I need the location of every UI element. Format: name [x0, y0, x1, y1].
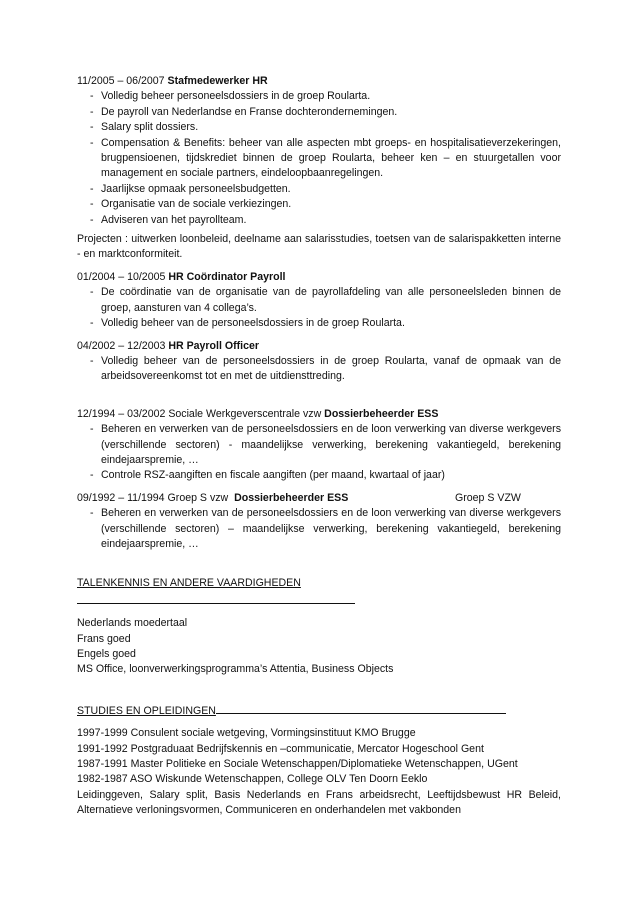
document-content: [77, 74, 561, 819]
list-item: - Volledig beheer van de personeelsdossiers in de groep Roularta, vanaf de opmaak van de arbeidsovereenkomst tot en met de uitdiensttreding.: [77, 354, 561, 385]
list-item: Frans goed: [77, 632, 131, 645]
list-item: - Beheren en verwerken van de personeelsdossiers en de loon verwerking van diverse werkgevers (verschillende sectoren) - maandelijkse verwerking, berekening vakantiegeld, berekening eindejaarspremie, …: [77, 422, 561, 468]
list-item: - Compensation & Benefits: beheer van alle aspecten mbt groeps- en hospitalisatieverzekeringen, brugpensioenen, tijdskrediet binnen de groep Roularta, beheer ken – en stuurgetallen voor management en sociale partners, eindeloopbaanregelingen.: [77, 136, 561, 182]
list-item: - Organisatie van de sociale verkiezingen.: [77, 197, 561, 212]
list-item: - Adviseren van het payrollteam.: [77, 213, 561, 228]
job-employer: Groep S vzw: [167, 491, 229, 504]
list-item: 1991-1992 Postgraduaat Bedrijfskennis en –communicatie, Mercator Hogeschool Gent: [77, 742, 484, 755]
list-item: - Controle RSZ-aangiften en fiscale aangiften (per maand, kwartaal of jaar): [77, 468, 561, 483]
job-heading: [77, 491, 561, 506]
job-title: Dossierbeheerder ESS: [324, 407, 439, 420]
job-period: 09/1992 – 11/1994: [77, 491, 165, 504]
projects-text: Projecten : uitwerken loonbeleid, deelname aan salarisstudies, toetsen van de salarispakketten interne - en marktconformiteit.: [77, 233, 561, 261]
job-bullets: [77, 285, 561, 331]
job-employer: Sociale Werkgeverscentrale vzw: [168, 407, 322, 420]
job-heading: [77, 339, 561, 354]
section-heading-languages: [77, 576, 561, 609]
list-item: - De coördinatie van de organisatie van de payrollafdeling van alle personeelsleden binnen de groep, aansturen van 4 collega’s.: [77, 285, 561, 316]
job-heading: [77, 407, 561, 422]
job-right-label: Groep S VZW: [455, 491, 521, 504]
job-bullets: [77, 89, 561, 228]
heading-underline-rule: [77, 592, 355, 604]
job-heading: [77, 270, 561, 285]
list-item: Nederlands moedertaal: [77, 617, 188, 630]
list-item: - Beheren en verwerken van de personeelsdossiers en de loon verwerking van diverse werkgevers (verschillende sectoren) – maandelijkse verwerking, berekening vakantiegeld, berekening eindejaarspremie, …: [77, 506, 561, 552]
list-item: - Jaarlijkse opmaak personeelsbudgetten.: [77, 182, 561, 197]
job-bullets: [77, 354, 561, 385]
section-heading-studies: [77, 702, 561, 719]
list-item: - Volledig beheer van de personeelsdossiers in de groep Roularta.: [77, 316, 561, 331]
list-item: - Salary split dossiers.: [77, 120, 561, 135]
list-item: - De payroll van Nederlandse en Franse dochterondernemingen.: [77, 105, 561, 120]
heading-underline-rule: [216, 702, 506, 714]
section-heading-text: STUDIES EN OPLEIDINGEN: [77, 704, 216, 717]
list-item: MS Office, loonverwerkingsprogramma’s Attentia, Business Objects: [77, 663, 394, 676]
job-period: 11/2005 – 06/2007: [77, 75, 165, 87]
list-item: 1997-1999 Consulent sociale wetgeving, Vormingsinstituut KMO Brugge: [77, 727, 416, 740]
job-title: HR Payroll Officer: [168, 339, 259, 352]
job-period: 12/1994 – 03/2002: [77, 407, 166, 420]
job-title: Dossierbeheerder ESS: [234, 491, 349, 504]
job-heading: [77, 74, 561, 89]
job-period: 04/2002 – 12/2003: [77, 339, 166, 352]
job-bullets: [77, 422, 561, 484]
list-item: 1982-1987 ASO Wiskunde Wetenschappen, College OLV Ten Doorn Eeklo: [77, 773, 428, 786]
job-title: Stafmedewerker HR: [167, 75, 268, 87]
skills-text: Leidinggeven, Salary split, Basis Nederlands en Frans arbeidsrecht, Leeftijdsbewust HR Beleid, Alternatieve verloningsvormen, Communiceren en onderhandelen met vakbonden: [77, 788, 561, 817]
list-item: 1987-1991 Master Politieke en Sociale Wetenschappen/Diplomatieke Wetenschappen, UGent: [77, 758, 518, 771]
list-item: Engels goed: [77, 648, 136, 660]
section-heading-text: TALENKENNIS EN ANDERE VAARDIGHEDEN: [77, 577, 301, 590]
list-item: - Volledig beheer personeelsdossiers in de groep Roularta.: [77, 89, 561, 104]
job-bullets: [77, 506, 561, 552]
job-title: HR Coördinator Payroll: [168, 270, 286, 283]
job-period: 01/2004 – 10/2005: [77, 270, 166, 283]
